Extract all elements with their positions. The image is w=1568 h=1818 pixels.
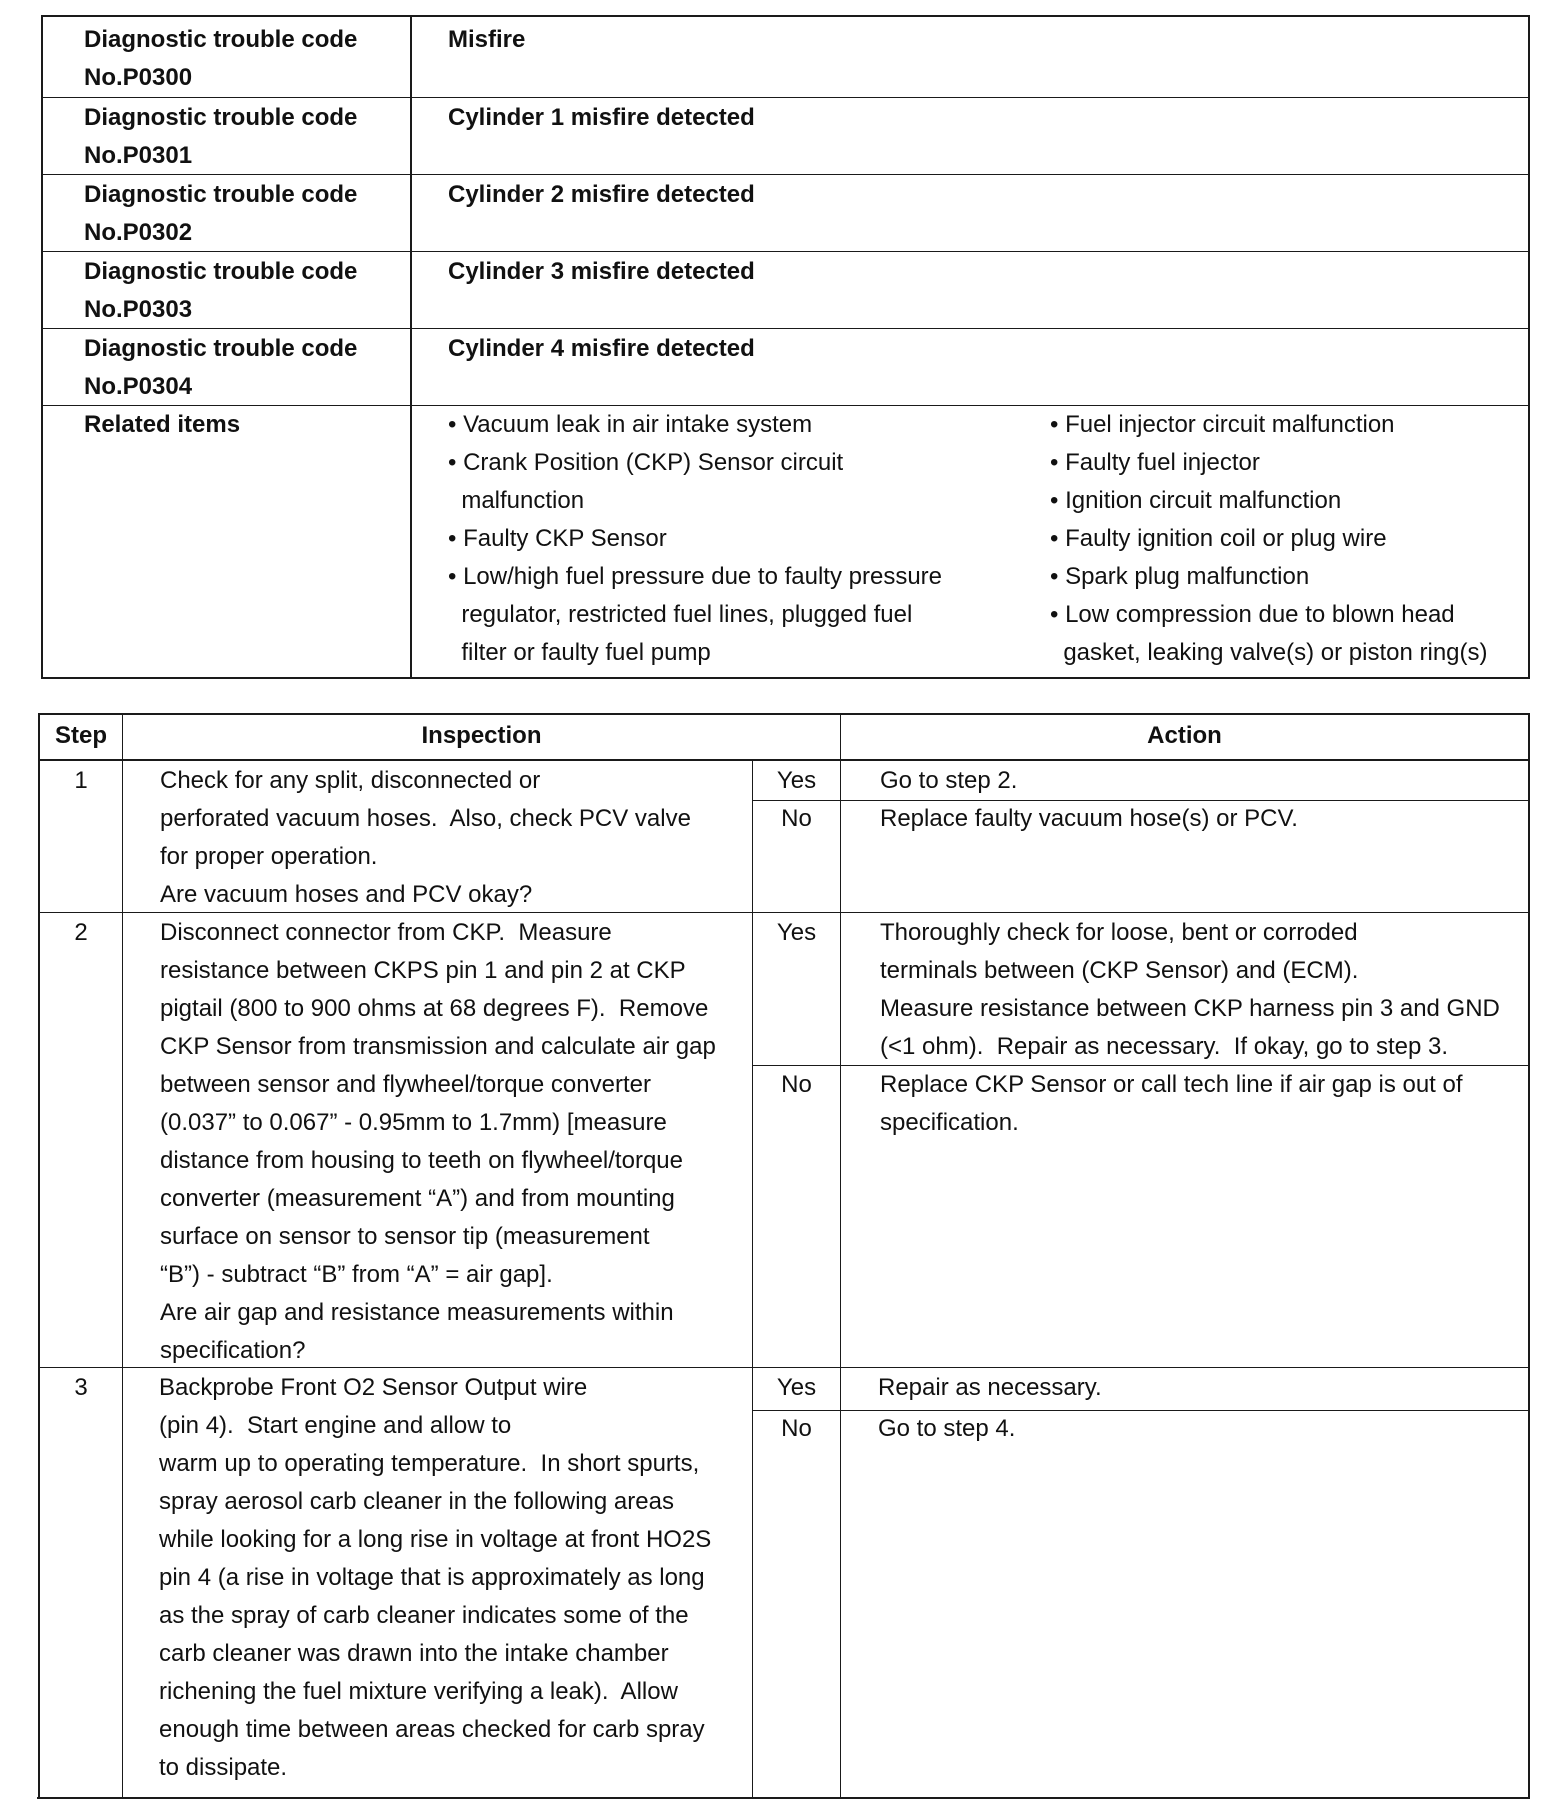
inspection-line: Check for any split, disconnected or	[160, 767, 541, 794]
list-item: • Faulty ignition coil or plug wire	[1050, 525, 1387, 552]
action-line: Replace faulty vacuum hose(s) or PCV.	[880, 805, 1298, 832]
dtc-code: No.P0304	[84, 373, 193, 400]
inspection-line: (pin 4). Start engine and allow to	[159, 1412, 512, 1439]
inspection-line: spray aerosol carb cleaner in the following areas	[159, 1488, 674, 1515]
dtc-code: No.P0302	[84, 219, 193, 246]
inspection-line: as the spray of carb cleaner indicates some of the	[159, 1602, 689, 1629]
inspection-line: while looking for a long rise in voltage at front HO2S	[159, 1526, 712, 1553]
step-header: Step	[54, 722, 107, 749]
action-line: Go to step 2.	[880, 767, 1018, 794]
dtc-label: Diagnostic trouble code	[84, 181, 358, 208]
list-item: regulator, restricted fuel lines, plugged fuel	[448, 601, 913, 628]
action-line: specification.	[880, 1109, 1019, 1136]
list-item: • Faulty CKP Sensor	[448, 525, 667, 552]
inspection-line: “B”) - subtract “B” from “A” = air gap].	[160, 1261, 553, 1288]
inspection-header: Inspection	[421, 722, 542, 749]
list-item: • Low/high fuel pressure due to faulty pressure	[448, 563, 943, 590]
inspection-line: pigtail (800 to 900 ohms at 68 degrees F). Remove	[160, 995, 709, 1022]
action-line: Replace CKP Sensor or call tech line if air gap is out of	[880, 1071, 1463, 1098]
dtc-description: Misfire	[448, 26, 526, 53]
action-line: terminals between (CKP Sensor) and (ECM).	[880, 957, 1359, 984]
list-item: • Low compression due to blown head	[1050, 601, 1455, 628]
list-item: • Fuel injector circuit malfunction	[1050, 411, 1395, 438]
related-items-label: Related items	[84, 411, 241, 438]
inspection-line: Are air gap and resistance measurements within	[160, 1299, 674, 1326]
inspection-line: between sensor and flywheel/torque converter	[160, 1071, 651, 1098]
inspection-line: richening the fuel mixture verifying a leak). Allow	[159, 1678, 678, 1705]
action-line: Measure resistance between CKP harness pin 3 and GND	[880, 995, 1500, 1022]
action-line: Go to step 4.	[878, 1415, 1016, 1442]
dtc-description: Cylinder 2 misfire detected	[448, 181, 755, 208]
dtc-code: No.P0300	[84, 64, 193, 91]
yes-label: Yes	[776, 919, 817, 946]
no-label: No	[781, 1071, 812, 1098]
list-item: • Ignition circuit malfunction	[1050, 487, 1342, 514]
inspection-line: specification?	[160, 1337, 306, 1364]
inspection-line: pin 4 (a rise in voltage that is approximately as long	[159, 1564, 705, 1591]
yes-label: Yes	[776, 767, 817, 794]
inspection-line: Backprobe Front O2 Sensor Output wire	[159, 1374, 588, 1401]
inspection-line: perforated vacuum hoses. Also, check PCV valve	[160, 805, 691, 832]
inspection-line: surface on sensor to sensor tip (measurement	[160, 1223, 650, 1250]
dtc-description: Cylinder 3 misfire detected	[448, 258, 755, 285]
inspection-line: enough time between areas checked for carb spray	[159, 1716, 705, 1743]
list-item: • Faulty fuel injector	[1050, 449, 1260, 476]
dtc-description: Cylinder 4 misfire detected	[448, 335, 755, 362]
yes-label: Yes	[776, 1374, 817, 1401]
list-item: filter or faulty fuel pump	[448, 639, 711, 666]
inspection-line: warm up to operating temperature. In short spurts,	[159, 1450, 700, 1477]
inspection-line: converter (measurement “A”) and from mounting	[160, 1185, 675, 1212]
list-item: malfunction	[448, 487, 585, 514]
dtc-description: Cylinder 1 misfire detected	[448, 104, 755, 131]
no-label: No	[781, 805, 812, 832]
action-line: (<1 ohm). Repair as necessary. If okay, go to step 3.	[880, 1033, 1449, 1060]
dtc-label: Diagnostic trouble code	[84, 104, 358, 131]
no-label: No	[781, 1415, 812, 1442]
inspection-line: resistance between CKPS pin 1 and pin 2 at CKP	[160, 957, 686, 984]
inspection-line: CKP Sensor from transmission and calculate air gap	[160, 1033, 716, 1060]
dtc-code: No.P0301	[84, 142, 193, 169]
dtc-label: Diagnostic trouble code	[84, 258, 358, 285]
list-item: • Crank Position (CKP) Sensor circuit	[448, 449, 844, 476]
dtc-label: Diagnostic trouble code	[84, 335, 358, 362]
action-line: Repair as necessary.	[878, 1374, 1102, 1401]
step-number: 3	[74, 1374, 88, 1401]
action-line: Thoroughly check for loose, bent or corroded	[880, 919, 1358, 946]
action-header: Action	[1147, 722, 1222, 749]
inspection-line: (0.037” to 0.067” - 0.95mm to 1.7mm) [measure	[160, 1109, 667, 1136]
step-number: 2	[74, 919, 88, 946]
inspection-line: distance from housing to teeth on flywheel/torque	[160, 1147, 683, 1174]
list-item: gasket, leaking valve(s) or piston ring(s)	[1050, 639, 1488, 666]
inspection-line: for proper operation.	[160, 843, 378, 870]
list-item: • Vacuum leak in air intake system	[448, 411, 813, 438]
inspection-line: Disconnect connector from CKP. Measure	[160, 919, 612, 946]
inspection-line: carb cleaner was drawn into the intake chamber	[159, 1640, 669, 1667]
inspection-line: Are vacuum hoses and PCV okay?	[160, 881, 533, 908]
dtc-label: Diagnostic trouble code	[84, 26, 358, 53]
list-item: • Spark plug malfunction	[1050, 563, 1310, 590]
dtc-code: No.P0303	[84, 296, 193, 323]
inspection-line: to dissipate.	[159, 1754, 288, 1781]
step-number: 1	[74, 767, 88, 794]
